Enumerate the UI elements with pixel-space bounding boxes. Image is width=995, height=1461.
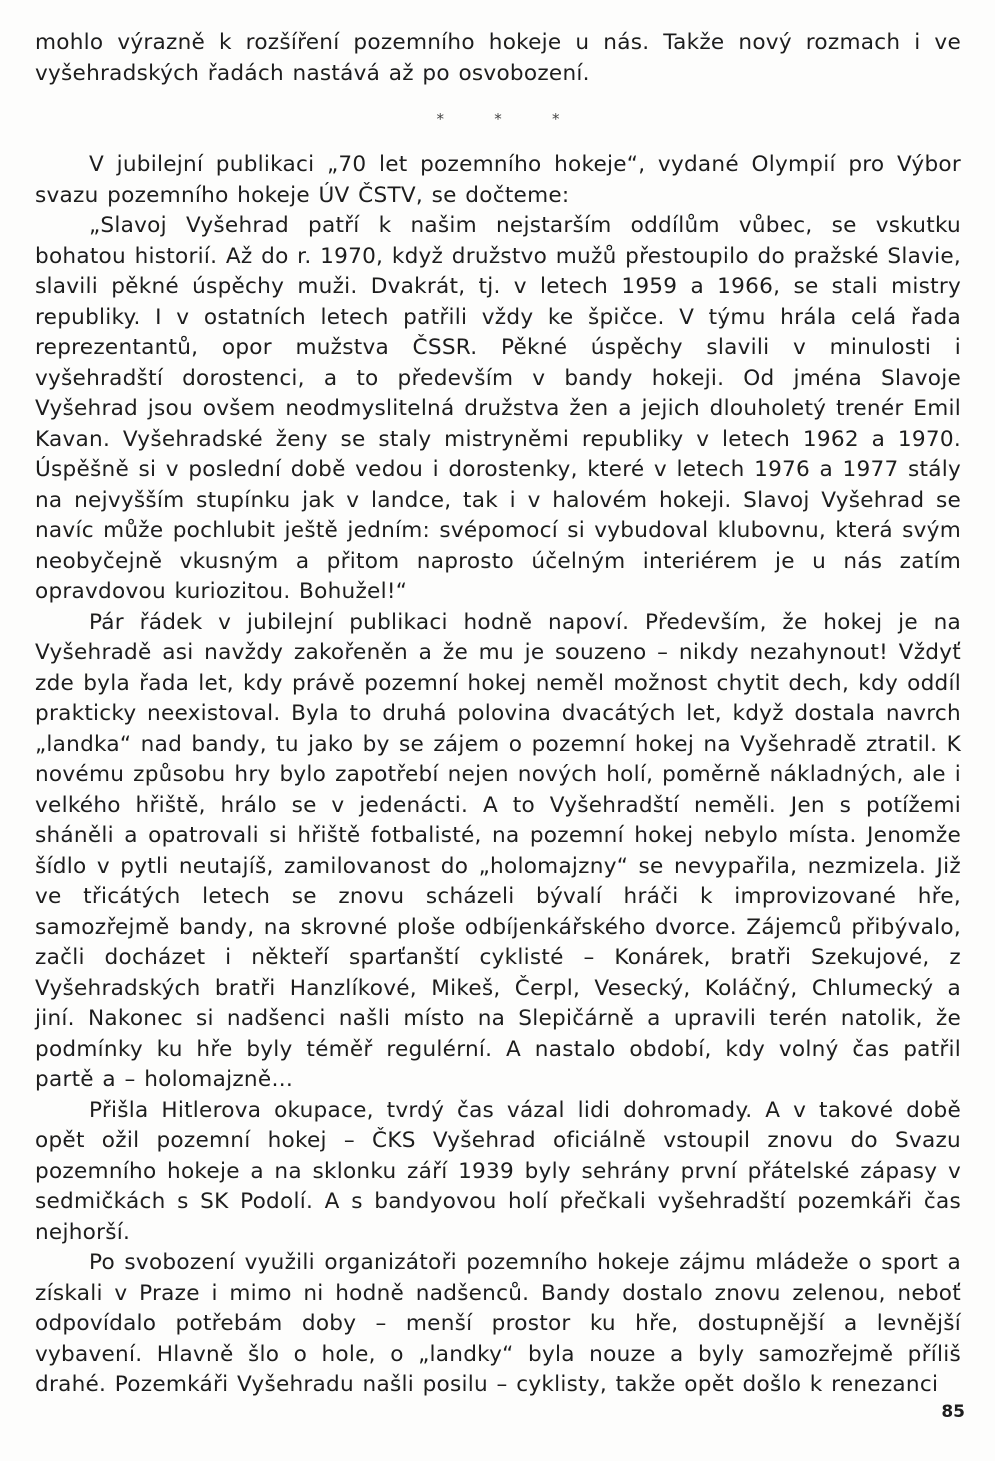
paragraph-continuation: mohlo výrazně k rozšíření pozemního hokeje u nás. Takže nový rozmach i ve vyšehradských řadách nastává až po osvobození. bbox=[35, 30, 961, 86]
body-text bbox=[35, 28, 961, 1401]
paragraph-quotation: „Slavoj Vyšehrad patří k našim nejstarším oddílům vůbec, se vskutku bohatou historií. Až do r. 1970, když družstvo mužů přestoupilo do pražské Slavie, slavili pěkné úspěchy muži. Dvakrát, tj. v letech 1959 a 1966, se stali mistry republiky. I v ostatních letech patřili vždy ke špičce. V týmu hrála celá řada reprezentantů, opor mužstva ČSSR. Pěkné úspěchy slavili v minulosti i vyšehradští dorostenci, a to především v bandy hokeji. Od jména Slavoje Vyšehrad jsou ovšem neodmyslitelná družstva žen a jejich dlouholetý trenér Emil Kavan. Vyšehradské ženy se staly mistryněmi republiky v letech 1962 a 1970. Úspěšně si v poslední době vedou i dorostenky, které v letech 1976 a 1977 stály na nejvyšším stupínku jak v landce, tak i v halovém hokeji. Slavoj Vyšehrad se navíc může pochlubit ještě jedním: svépomocí si vybudoval klubovnu, která svým neobyčejně vkusným a přitom naprosto účelným interiérem je u nás zatím opravdovou kuriozitou. Bohužel!“ bbox=[35, 213, 961, 604]
paragraph-publication-intro: V jubilejní publikaci „70 let pozemního hokeje“, vydané Olympií pro Výbor svazu pozemního hokeje ÚV ČSTV, se dočteme: bbox=[35, 152, 961, 208]
paragraph-postwar: Po svobození využili organizátoři pozemního hokeje zájmu mládeže o sport a získali v Praze i mimo ni hodně nadšenců. Bandy dostalo znovu zelenou, neboť odpovídalo potřebám doby – menší prostor ku hře, dostupnější a levnější vybavení. Hlavně šlo o hole, o „landky“ byla nouze a byly samozřejmě příliš drahé. Pozemkáři Vyšehradu našli posilu – cyklisty, takže opět došlo k renezanci bbox=[35, 1250, 961, 1397]
paragraph-occupation: Přišla Hitlerova okupace, tvrdý čas vázal lidi dohromady. A v takové době opět ožil pozemní hokej – ČKS Vyšehrad oficiálně vstoupil znovu do Svazu pozemního hokeje a na sklonku září 1939 byly sehrány první přátelské zápasy v sedmičkách s SK Podolí. A s bandyovou holí přečkali vyšehradští pozemkáři čas nejhorší. bbox=[35, 1097, 961, 1245]
page-number: 85 bbox=[941, 1402, 965, 1422]
paragraph-history: Pár řádek v jubilejní publikaci hodně napoví. Především, že hokej je na Vyšehradě asi navždy zakořeněn a že mu je souzeno – nikdy nezahynout! Vždyť zde byla řada let, kdy právě pozemní hokej neměl možnost chytit dech, kdy oddíl prakticky neexistoval. Byla to druhá polovina dvacátých let, když dostala navrch „landka“ nad bandy, tu jako by se zájem o pozemní hokej na Vyšehradě ztratil. K novému způsobu hry bylo zapotřebí nejen nových holí, poměrně nákladných, ale i velkého hřiště, hrálo se v jedenácti. A to Vyšehradští neměli. Jen s potížemi sháněli a opatrovali si hřiště fotbalisté, na pozemní hokej nebylo místa. Jenomže šídlo v pytli neutajíš, zamilovanost do „holomajzny“ se nevypařila, nezmizela. Již ve třicátých letech se znovu scházeli bývalí hráči k improvizované hře, samozřejmě bandy, na skrovné ploše odbíjenkářského dvorce. Zájemců přibývalo, začli docházet i někteří sparťanští cyklisté – Konárek, bratři Szekujové, z Vyšehradských bratři Hanzlíkové, Mikeš, Čerpl, Vesecký, Koláčný, Chlumecký a jiní. Nakonec si nadšenci našli místo na Slepičárně a upravili terén natolik, že podmínky ku hře byly téměř regulérní. A nastalo období, kdy volný čas patřil partě a – holomajzně… bbox=[35, 609, 961, 1092]
section-separator: * * * bbox=[436, 110, 582, 128]
